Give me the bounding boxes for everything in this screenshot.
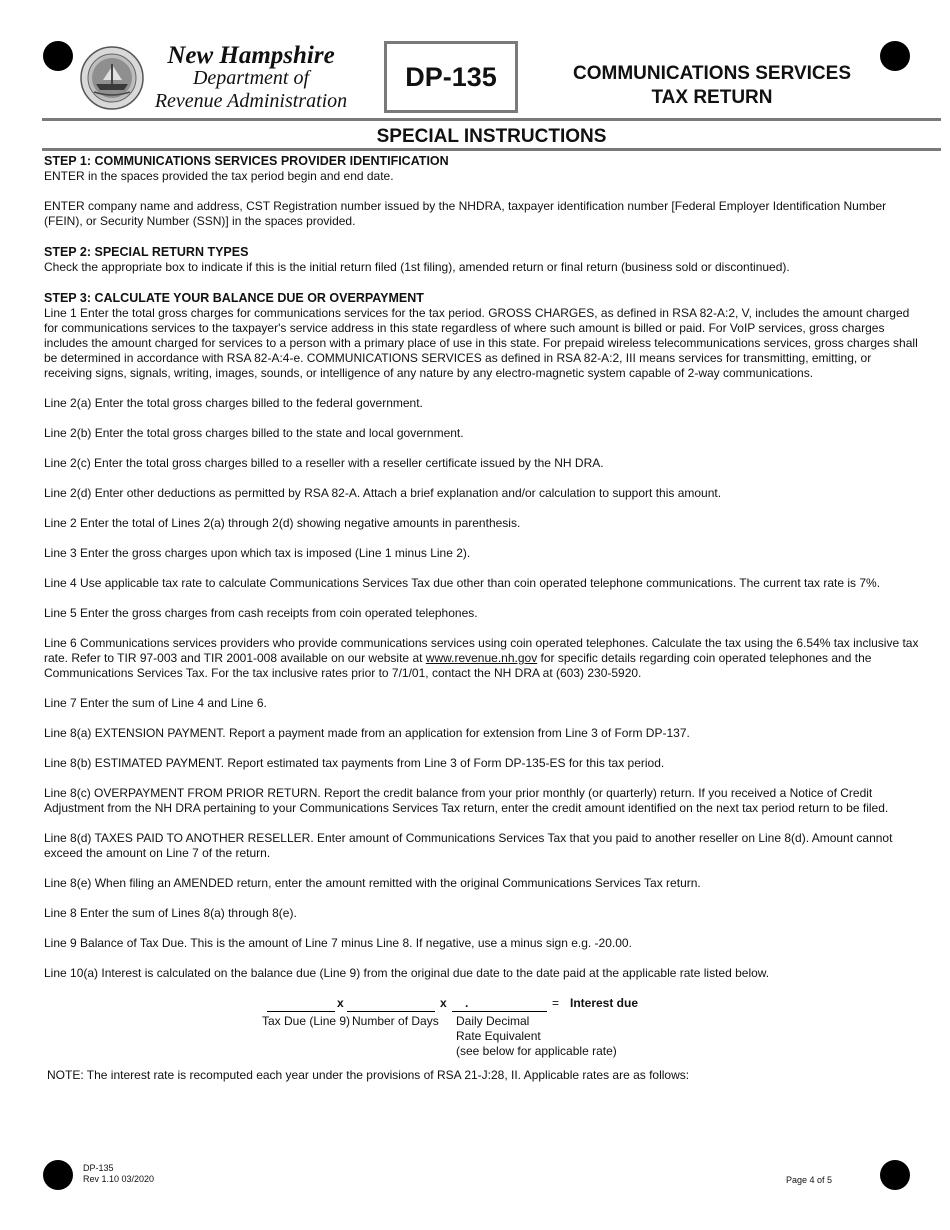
form-title-line-2: TAX RETURN	[651, 87, 773, 108]
footer-form-number: DP-135	[83, 1163, 114, 1173]
instructions-body	[44, 153, 922, 1084]
multiply-sign-2: x	[440, 996, 447, 1010]
line8c-instruction: Line 8(c) OVERPAYMENT FROM PRIOR RETURN. Report the credit balance from your prior monthly (or quarterly) return. If you received a Notice of Credit Adjustment from the NH DRA pertaining to your Communications Services Tax return, enter the credit amount identified on the next tax period return to be filed.	[44, 786, 889, 815]
line4-instruction: Line 4 Use applicable tax rate to calculate Communications Services Tax due other than coin operated telephone communications. The current tax rate is 7%.	[44, 576, 881, 590]
line8b-instruction: Line 8(b) ESTIMATED PAYMENT. Report estimated tax payments from Line 3 of Form DP-135-ES for this tax period.	[44, 756, 665, 770]
state-name: New Hampshire	[167, 42, 335, 69]
line7-instruction: Line 7 Enter the sum of Line 4 and Line 6.	[44, 696, 267, 710]
state-seal-icon	[80, 46, 144, 110]
interest-formula	[44, 996, 922, 1072]
daily-rate-label-line-1: Daily Decimal	[456, 1014, 530, 1028]
line2d-instruction: Line 2(d) Enter other deductions as permitted by RSA 82-A. Attach a brief explanation and/or calculation to support this amount.	[44, 486, 722, 500]
form-number-box	[384, 41, 518, 113]
multiply-sign-1: x	[337, 996, 344, 1010]
line3-instruction: Line 3 Enter the gross charges upon which tax is imposed (Line 1 minus Line 2).	[44, 546, 471, 560]
step3-heading: STEP 3: CALCULATE YOUR BALANCE DUE OR OVERPAYMENT	[44, 291, 424, 305]
step2-heading: STEP 2: SPECIAL RETURN TYPES	[44, 245, 249, 259]
department-line-1: Department of	[192, 67, 310, 89]
interest-rate-note: NOTE: The interest rate is recomputed each year under the provisions of RSA 21-J:28, II. Applicable rates are as follows:	[47, 1068, 690, 1082]
header-divider-top	[42, 118, 941, 121]
tax-due-blank	[267, 998, 335, 1012]
page-number: Page 4 of 5	[786, 1175, 833, 1185]
form-title-line-1: COMMUNICATIONS SERVICES	[573, 63, 851, 84]
equals-sign: =	[552, 996, 560, 1010]
line6-text-end: for specific details regarding coin operated telephones and the Communications Services Tax. For the tax inclusive rates prior to 7/1/01, contact the NH DRA at (603) 230-5920.	[44, 651, 872, 680]
line2c-instruction: Line 2(c) Enter the total gross charges billed to a reseller with a reseller certificate issued by the NH DRA.	[44, 456, 604, 470]
department-line-2: Revenue Administration	[154, 90, 348, 112]
registration-dot-bottom-left	[43, 1160, 73, 1190]
step2-paragraph: Check the appropriate box to indicate if this is the initial return filed (1st filing), amended return or final return (business sold or discontinued).	[44, 260, 790, 274]
website-link[interactable]: www.revenue.nh.gov	[425, 651, 538, 665]
decimal-point: .	[465, 996, 469, 1010]
registration-dot-top-right	[880, 41, 910, 71]
step1-paragraph-2: ENTER company name and address, CST Registration number issued by the NHDRA, taxpayer identification number [Federal Employer Identification Number (FEIN), or Security Number (SSN)] in the spaces provided.	[44, 199, 887, 228]
line1-instruction: Line 1 Enter the total gross charges for communications services for the tax period. GROSS CHARGES, as defined in RSA 82-A:2, V, includes the amount charged for communications services to the taxpayer's service address in this state regardless of where such amount is billed or paid. For VoIP services, gross charges includes the amount charged for services to a person with a primary place of use in this state. For prepaid wireless telecommunications services, gross charges shall be determined in accordance with RSA 82-A:4-e. COMMUNICATIONS SERVICES as defined in RSA 82-A:2, III means services for transmitting, emitting, or receiving signs, signals, writing, images, sounds, or intelligence of any nature by any electro-magnetic system capable of 2-way communications.	[44, 306, 918, 380]
step1-heading: STEP 1: COMMUNICATIONS SERVICES PROVIDER IDENTIFICATION	[44, 154, 449, 168]
section-title: SPECIAL INSTRUCTIONS	[376, 126, 607, 147]
daily-rate-label-line-2: Rate Equivalent	[456, 1029, 541, 1043]
line6-text-start: Line 6 Communications services providers who provide communications services using coin operated telephones. Calculate the tax using the 6.54% tax inclusive tax rate. Refer to TIR 97-003 and TIR 2001-008 available on our website at	[44, 636, 919, 665]
daily-rate-label	[456, 1014, 617, 1059]
department-name	[146, 44, 356, 113]
line8a-instruction: Line 8(a) EXTENSION PAYMENT. Report a payment made from an application for extension from Line 3 of Form DP-137.	[44, 726, 690, 740]
tax-due-label: Tax Due (Line 9)	[262, 1014, 351, 1028]
line2a-instruction: Line 2(a) Enter the total gross charges billed to the federal government.	[44, 396, 423, 410]
header-divider-bottom	[42, 148, 941, 151]
line8-instruction: Line 8 Enter the sum of Lines 8(a) through 8(e).	[44, 906, 297, 920]
line9-instruction: Line 9 Balance of Tax Due. This is the amount of Line 7 minus Line 8. If negative, use a minus sign e.g. -20.00.	[44, 936, 632, 950]
line2-instruction: Line 2 Enter the total of Lines 2(a) through 2(d) showing negative amounts in parenthesis.	[44, 516, 521, 530]
registration-dot-bottom-right	[880, 1160, 910, 1190]
interest-due-label: Interest due	[570, 996, 639, 1010]
line5-instruction: Line 5 Enter the gross charges from cash receipts from coin operated telephones.	[44, 606, 478, 620]
daily-rate-label-line-3: (see below for applicable rate)	[456, 1044, 617, 1058]
registration-dot-top-left	[43, 41, 73, 71]
form-title	[562, 62, 862, 110]
line6-instruction	[44, 636, 922, 681]
line2b-instruction: Line 2(b) Enter the total gross charges billed to the state and local government.	[44, 426, 464, 440]
number-of-days-label: Number of Days	[352, 1014, 439, 1028]
line8e-instruction: Line 8(e) When filing an AMENDED return, enter the amount remitted with the original Communications Services Tax return.	[44, 876, 701, 890]
footer-form-info	[83, 1163, 154, 1185]
number-of-days-blank	[347, 998, 435, 1012]
footer-revision: Rev 1.10 03/2020	[83, 1174, 155, 1184]
step1-paragraph-1: ENTER in the spaces provided the tax period begin and end date.	[44, 169, 394, 183]
line8d-instruction: Line 8(d) TAXES PAID TO ANOTHER RESELLER. Enter amount of Communications Services Tax that you paid to another reseller on Line 8(d). Amount cannot exceed the amount on Line 7 of the return.	[44, 831, 893, 860]
line10a-instruction: Line 10(a) Interest is calculated on the balance due (Line 9) from the original due date to the date paid at the applicable rate listed below.	[44, 966, 770, 980]
form-number: DP-135	[405, 61, 497, 92]
